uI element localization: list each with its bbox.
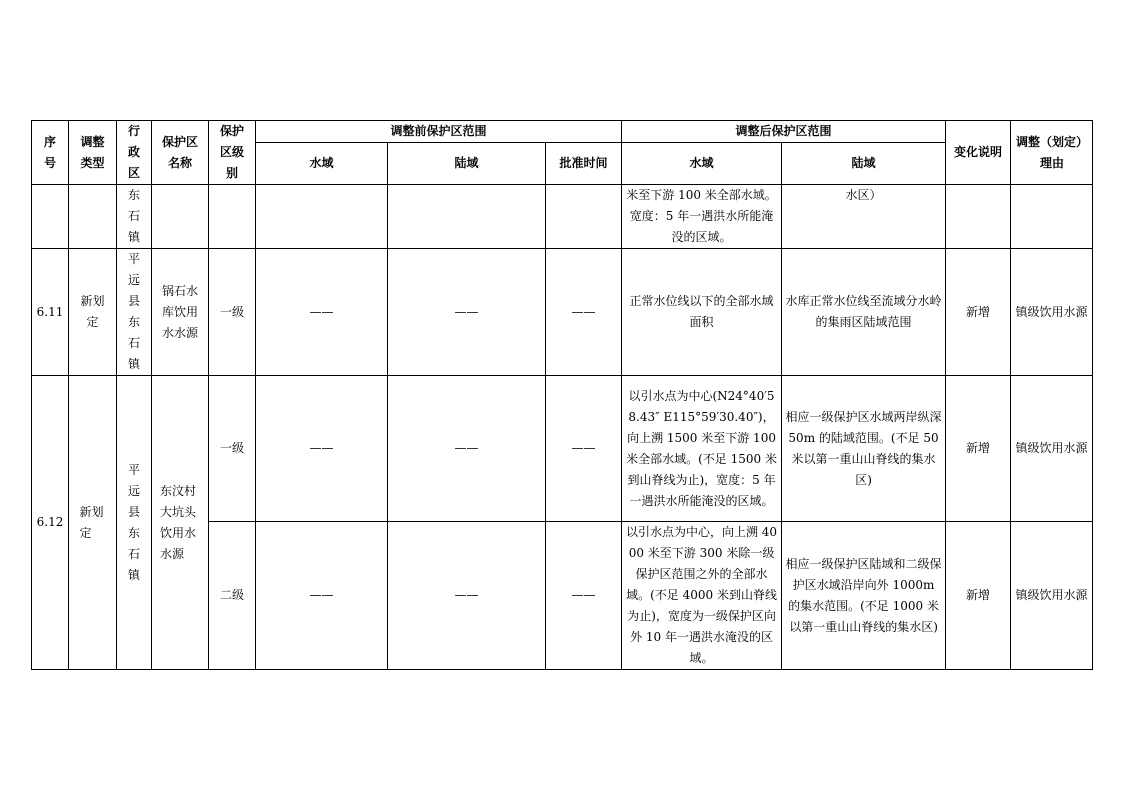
cell-name: 锅石水库饮用水水源 xyxy=(152,249,209,376)
header-after: 调整后保护区范围 xyxy=(622,121,946,143)
header-after-water: 水域 xyxy=(622,143,782,185)
header-level: 保护区级别 xyxy=(209,121,256,185)
cell-approve: —— xyxy=(546,249,622,376)
cell-level: 一级 xyxy=(209,376,256,522)
header-after-land: 陆域 xyxy=(782,143,946,185)
header-before-water: 水域 xyxy=(256,143,388,185)
cell-name: 东汶村大坑头饮用水水源 xyxy=(152,376,209,670)
cell-change: 新增 xyxy=(946,376,1011,522)
cell-before-land: —— xyxy=(388,249,546,376)
cell-before-land: —— xyxy=(388,522,546,670)
header-name: 保护区名称 xyxy=(152,121,209,185)
cell-after-water: 正常水位线以下的全部水域面积 xyxy=(622,249,782,376)
cell-level: 一级 xyxy=(209,249,256,376)
cell-change: 新增 xyxy=(946,249,1011,376)
cell-change: 新增 xyxy=(946,522,1011,670)
cell-after-land: 相应一级保护区水域两岸纵深 50m 的陆域范围。(不足 50 米以第一重山山脊线的集水区) xyxy=(782,376,946,522)
cell-level: 二级 xyxy=(209,522,256,670)
cell-seq: 6.11 xyxy=(32,249,69,376)
cell-admin: 东石镇 xyxy=(117,185,152,249)
header-before: 调整前保护区范围 xyxy=(256,121,622,143)
table-row xyxy=(32,185,1093,249)
header-approve: 批准时间 xyxy=(546,143,622,185)
cell-type: 新划定 xyxy=(69,376,117,670)
header-before-land: 陆域 xyxy=(388,143,546,185)
cell-after-water: 以引水点为中心，向上溯 4000 米至下游 300 米除一级保护区范围之外的全部水域。(不足 4000 米到山脊线为止)，宽度为一级保护区向外 10 年一遇洪水淹没的区域。 xyxy=(622,522,782,670)
cell-after-water: 米至下游 100 米全部水域。宽度：5 年一遇洪水所能淹没的区域。 xyxy=(622,185,782,249)
cell-after-land: 水库正常水位线至流域分水岭的集雨区陆域范围 xyxy=(782,249,946,376)
cell-approve: —— xyxy=(546,522,622,670)
cell-after-water: 以引水点为中心(N24°40′58.43″ E115°59′30.40″)，向上溯 1500 米至下游 100 米全部水域。(不足 1500 米到山脊线为止)，宽度：5 年一遇洪水所能淹没的区域。 xyxy=(622,376,782,522)
cell-admin: 平远县东石镇 xyxy=(117,376,152,670)
cell-reason: 镇级饮用水源 xyxy=(1011,376,1093,522)
cell-seq: 6.12 xyxy=(32,376,69,670)
cell-before-water: —— xyxy=(256,376,388,522)
cell-admin: 平远县东石镇 xyxy=(117,249,152,376)
header-change: 变化说明 xyxy=(946,121,1011,185)
cell-after-land: 水区） xyxy=(782,185,946,249)
cell-reason: 镇级饮用水源 xyxy=(1011,522,1093,670)
header-admin: 行政区 xyxy=(117,121,152,185)
cell-before-land: —— xyxy=(388,376,546,522)
cell-before-water: —— xyxy=(256,522,388,670)
cell-approve: —— xyxy=(546,376,622,522)
cell-reason: 镇级饮用水源 xyxy=(1011,249,1093,376)
cell-after-land: 相应一级保护区陆域和二级保护区水域沿岸向外 1000m 的集水范围。(不足 1000 米以第一重山山脊线的集水区) xyxy=(782,522,946,670)
header-reason: 调整（划定）理由 xyxy=(1011,121,1093,185)
header-seq: 序号 xyxy=(32,121,69,185)
table-row xyxy=(32,376,1093,522)
table-row xyxy=(32,249,1093,376)
cell-before-water: —— xyxy=(256,249,388,376)
header-type: 调整类型 xyxy=(69,121,117,185)
cell-type: 新划定 xyxy=(69,249,117,376)
protection-zone-table xyxy=(31,120,1093,670)
